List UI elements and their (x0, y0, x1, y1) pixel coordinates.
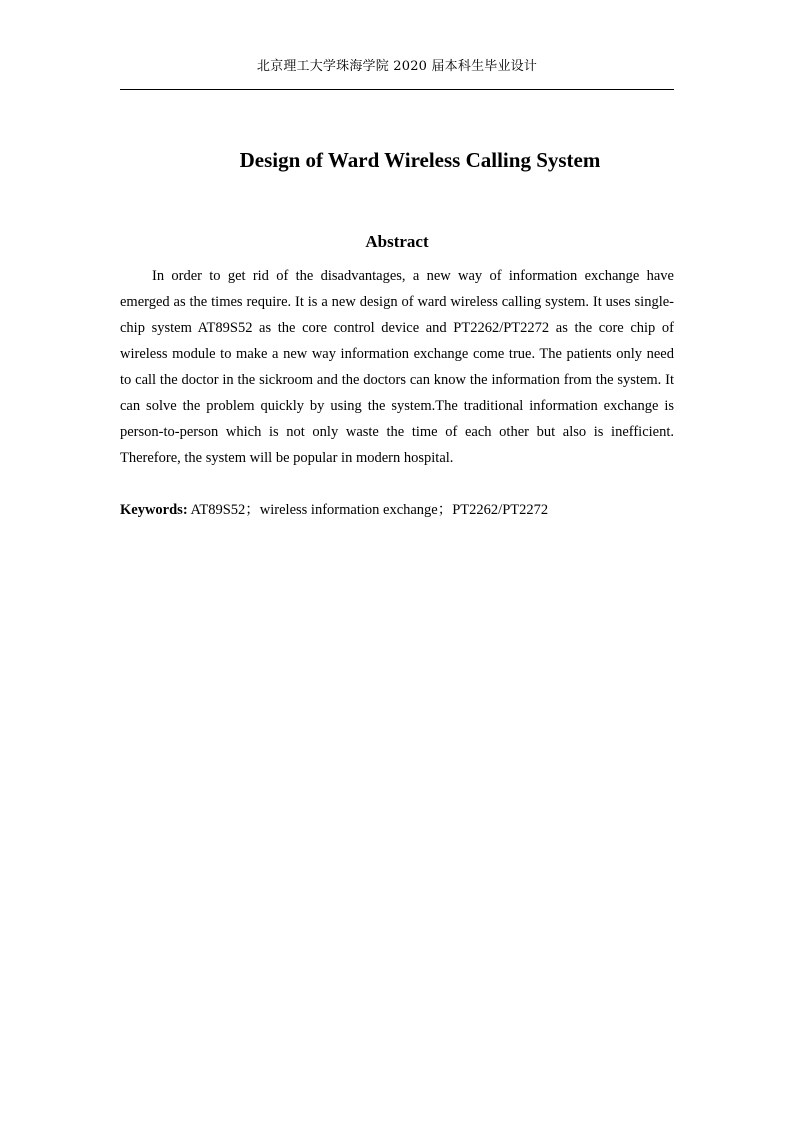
paper-title: Design of Ward Wireless Calling System (239, 148, 601, 172)
keywords-list: AT89S52；wireless information exchange；PT2262/PT2272 (187, 502, 549, 518)
running-header: 北京理工大学珠海学院 2020 届本科生毕业设计 (256, 59, 538, 74)
header-divider (120, 89, 674, 90)
keywords-label: Keywords: (120, 502, 188, 518)
abstract-body: In order to get rid of the disadvantages, a new way of information exchange have emerged as the times require. It is a new design of ward wireless calling system. It uses single-chip system AT89S52 as the core control device and PT2262/PT2272 as the core chip of wireless module to make a new way information exchange come true. The patients only need to call the doctor in the sickroom and the doctors can know the information from the system. It can solve the problem quickly by using the system.The traditional information exchange is person-to-person which is not only waste the time of each other but also is inefficient. Therefore, the system will be popular in modern hospital. (120, 268, 674, 466)
keywords-line (120, 497, 674, 523)
abstract-heading: Abstract (365, 232, 429, 251)
